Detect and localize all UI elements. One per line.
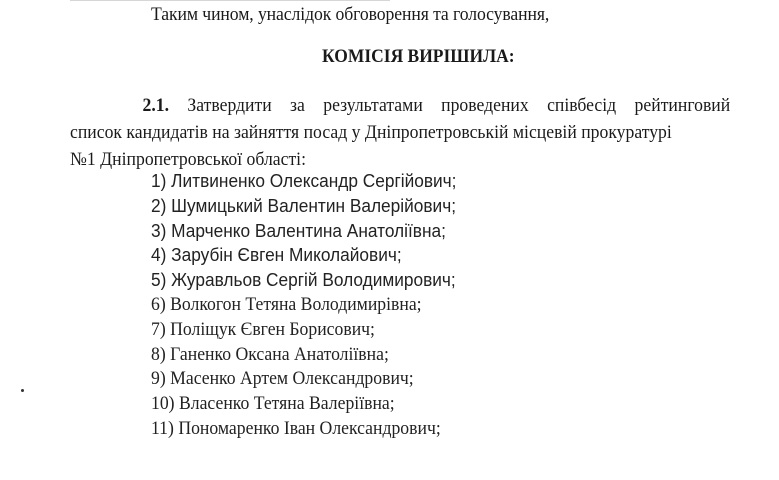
decision-paragraph xyxy=(70,92,730,173)
paragraph-number: 2.1. xyxy=(142,95,170,116)
list-item: 7) Поліщук Євген Борисович; xyxy=(151,318,375,340)
intro-text: Таким чином, унаслідок обговорення та голосування, xyxy=(151,4,550,25)
list-item: 5) Журавльов Сергій Володимирович; xyxy=(151,270,456,291)
paragraph-line-2: список кандидатів на зайняття посад у Дніпропетровській місцевій прокуратурі xyxy=(70,122,672,143)
paragraph-line-1: 2.1. Затвердити за результатами проведених співбесід рейтинговий xyxy=(70,92,730,119)
list-item: 1) Литвиненко Олександр Сергійович; xyxy=(151,171,457,191)
list-item: 8) Ганенко Оксана Анатоліївна; xyxy=(151,343,389,365)
list-item: 10) Власенко Тетяна Валеріївна; xyxy=(151,393,395,415)
list-item: 2) Шумицький Валентин Валерійович; xyxy=(151,195,457,216)
candidate-list xyxy=(151,169,469,442)
cut-off-text-line xyxy=(70,0,390,1)
list-item: 11) Пономаренко Іван Олександрович; xyxy=(151,417,441,439)
paragraph-line-3: №1 Дніпропетровської області: xyxy=(70,149,306,170)
list-item: 3) Марченко Валентина Анатоліївна; xyxy=(151,220,446,241)
list-item: 9) Масенко Артем Олександрович; xyxy=(151,368,414,390)
scan-dot-mark xyxy=(21,389,24,392)
list-item: 4) Зарубін Євген Миколайович; xyxy=(151,245,402,266)
decision-heading: КОМІСІЯ ВИРІШИЛА: xyxy=(322,46,515,67)
list-item: 6) Волкогон Тетяна Володимирівна; xyxy=(151,293,422,315)
